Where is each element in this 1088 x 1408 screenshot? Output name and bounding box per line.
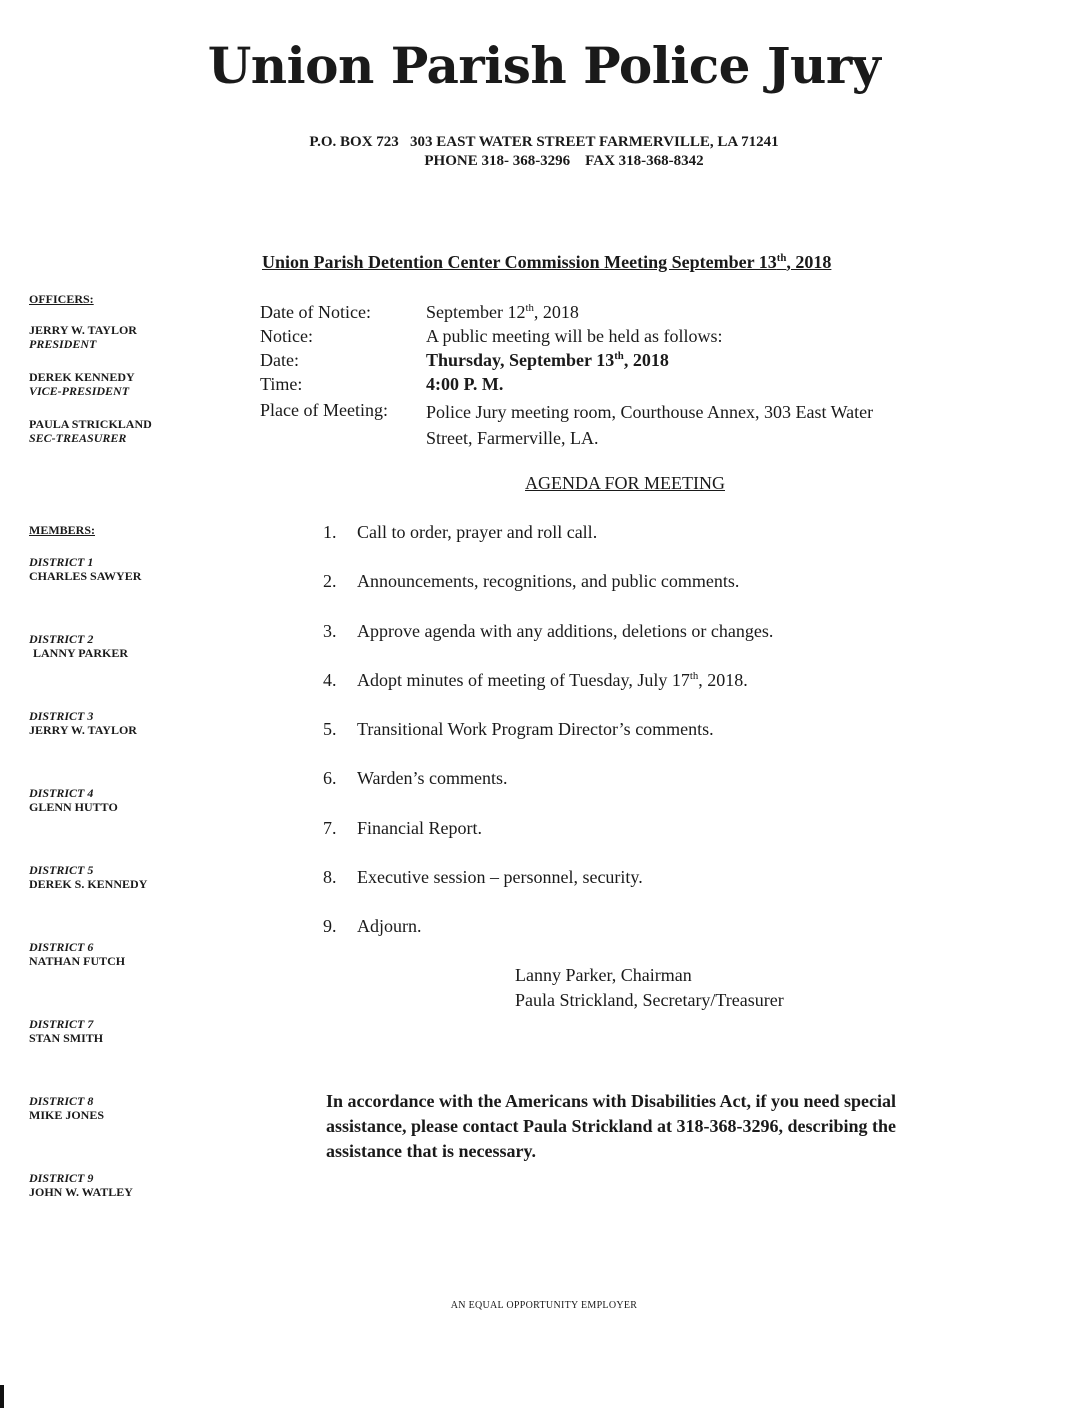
agenda-item-number: 2. [323, 571, 337, 591]
officer-entry [29, 417, 209, 445]
agenda-item [323, 621, 773, 642]
member-district: DISTRICT 2 [29, 632, 94, 646]
meeting-heading-text: Union Parish Detention Center Commission Meeting September 13 [262, 252, 777, 272]
officer-entry [29, 370, 209, 398]
member-entry [29, 863, 209, 891]
member-district: DISTRICT 9 [29, 1171, 94, 1185]
place-value-line1: Police Jury meeting room, Courthouse Annex, 303 East Water [426, 402, 874, 422]
meeting-heading-tail: , 2018 [786, 252, 832, 272]
agenda-item [323, 867, 643, 888]
meeting-heading [262, 252, 831, 273]
agenda-title: AGENDA FOR MEETING [525, 473, 725, 493]
footer-text: AN EQUAL OPPORTUNITY EMPLOYER [450, 1300, 638, 1311]
agenda-item-tail: , 2018. [698, 670, 748, 690]
time-label: Time: [260, 374, 303, 394]
officer-name: DEREK KENNEDY [29, 370, 135, 384]
agenda-item [323, 916, 422, 937]
member-entry [29, 1017, 209, 1045]
agenda-item-text: Announcements, recognitions, and public comments. [357, 571, 740, 591]
signature-chairman: Lanny Parker, Chairman [515, 965, 692, 985]
agenda-item-text: Warden’s comments. [357, 768, 508, 788]
agenda-item-number: 9. [323, 916, 337, 936]
member-name: LANNY PARKER [33, 646, 128, 660]
scan-edge-mark [0, 1385, 4, 1408]
agenda-item-text: Approve agenda with any additions, deletions or changes. [357, 621, 774, 641]
officer-entry [29, 323, 209, 351]
agenda-item-sup: th [689, 670, 699, 682]
agenda-item-number: 8. [323, 867, 337, 887]
agenda-item [323, 522, 597, 543]
date-of-notice-label: Date of Notice: [260, 302, 371, 322]
member-entry [29, 1171, 209, 1199]
agenda-item-number: 5. [323, 719, 337, 739]
agenda-item-text: Adopt minutes of meeting of Tuesday, July 17 [357, 670, 690, 690]
ada-notice: In accordance with the Americans with Disabilities Act, if you need special assistance, please contact Paula Strickland at 318-368-3296, describing the assistance that is necessary. [326, 1091, 896, 1161]
date-value [426, 349, 966, 371]
agenda-item-number: 4. [323, 670, 337, 690]
agenda-item [323, 768, 508, 789]
meeting-heading-sup: th [776, 252, 787, 264]
officer-title: PRESIDENT [29, 337, 97, 351]
signature-secretary: Paula Strickland, Secretary/Treasurer [515, 990, 784, 1010]
agenda-item [323, 571, 739, 592]
officer-name: PAULA STRICKLAND [29, 417, 152, 431]
organization-title: Union Parish Police Jury [207, 36, 881, 95]
notice-value: A public meeting will be held as follows: [426, 326, 723, 346]
member-district: DISTRICT 7 [29, 1017, 94, 1031]
agenda-item [323, 670, 748, 691]
agenda-item [323, 818, 482, 839]
member-district: DISTRICT 4 [29, 786, 94, 800]
member-name: DEREK S. KENNEDY [29, 877, 148, 891]
member-entry [29, 786, 209, 814]
member-entry [29, 1094, 209, 1122]
agenda-item-text: Call to order, prayer and roll call. [357, 522, 598, 542]
member-entry [29, 940, 209, 968]
agenda-item-number: 3. [323, 621, 337, 641]
member-district: DISTRICT 6 [29, 940, 94, 954]
address-line: P.O. BOX 723 303 EAST WATER STREET FARMERVILLE, LA 71241 [309, 134, 779, 150]
officers-heading: OFFICERS: [29, 292, 94, 306]
agenda-item-number: 1. [323, 522, 337, 542]
member-district: DISTRICT 8 [29, 1094, 94, 1108]
date-of-notice-value [426, 301, 966, 323]
date-label: Date: [260, 350, 299, 370]
officer-title: SEC-TREASURER [29, 431, 127, 445]
member-district: DISTRICT 3 [29, 709, 94, 723]
date-of-notice-tail: , 2018 [533, 302, 579, 322]
member-name: MIKE JONES [29, 1108, 105, 1122]
member-name: JERRY W. TAYLOR [29, 723, 137, 737]
place-label: Place of Meeting: [260, 400, 388, 420]
date-value-text: Thursday, September 13 [426, 350, 615, 370]
agenda-item [323, 719, 714, 740]
member-entry [29, 709, 209, 737]
agenda-item-text: Adjourn. [357, 916, 422, 936]
date-of-notice-text: September 12 [426, 302, 526, 322]
officer-name: JERRY W. TAYLOR [29, 323, 137, 337]
member-name: JOHN W. WATLEY [29, 1185, 133, 1199]
agenda-item-text: Financial Report. [357, 818, 482, 838]
member-entry [29, 555, 209, 583]
member-name: NATHAN FUTCH [29, 954, 126, 968]
notice-label: Notice: [260, 326, 313, 346]
agenda-item-text: Transitional Work Program Director’s comments. [357, 719, 714, 739]
member-district: DISTRICT 5 [29, 863, 94, 877]
date-value-sup: th [614, 350, 624, 362]
phone-fax-line: PHONE 318- 368-3296 FAX 318-368-8342 [424, 153, 704, 169]
member-name: CHARLES SAWYER [29, 569, 142, 583]
date-value-tail: , 2018 [623, 350, 669, 370]
agenda-item-text: Executive session – personnel, security. [357, 867, 643, 887]
member-entry [29, 632, 209, 660]
member-name: GLENN HUTTO [29, 800, 118, 814]
members-heading: MEMBERS: [29, 523, 95, 537]
date-of-notice-sup: th [525, 302, 534, 314]
time-value: 4:00 P. M. [426, 374, 504, 394]
place-value [426, 399, 966, 451]
agenda-item-number: 7. [323, 818, 337, 838]
member-name: STAN SMITH [29, 1031, 104, 1045]
agenda-item-number: 6. [323, 768, 337, 788]
place-value-line2: Street, Farmerville, LA. [426, 428, 599, 448]
officer-title: VICE-PRESIDENT [29, 384, 130, 398]
member-district: DISTRICT 1 [29, 555, 94, 569]
